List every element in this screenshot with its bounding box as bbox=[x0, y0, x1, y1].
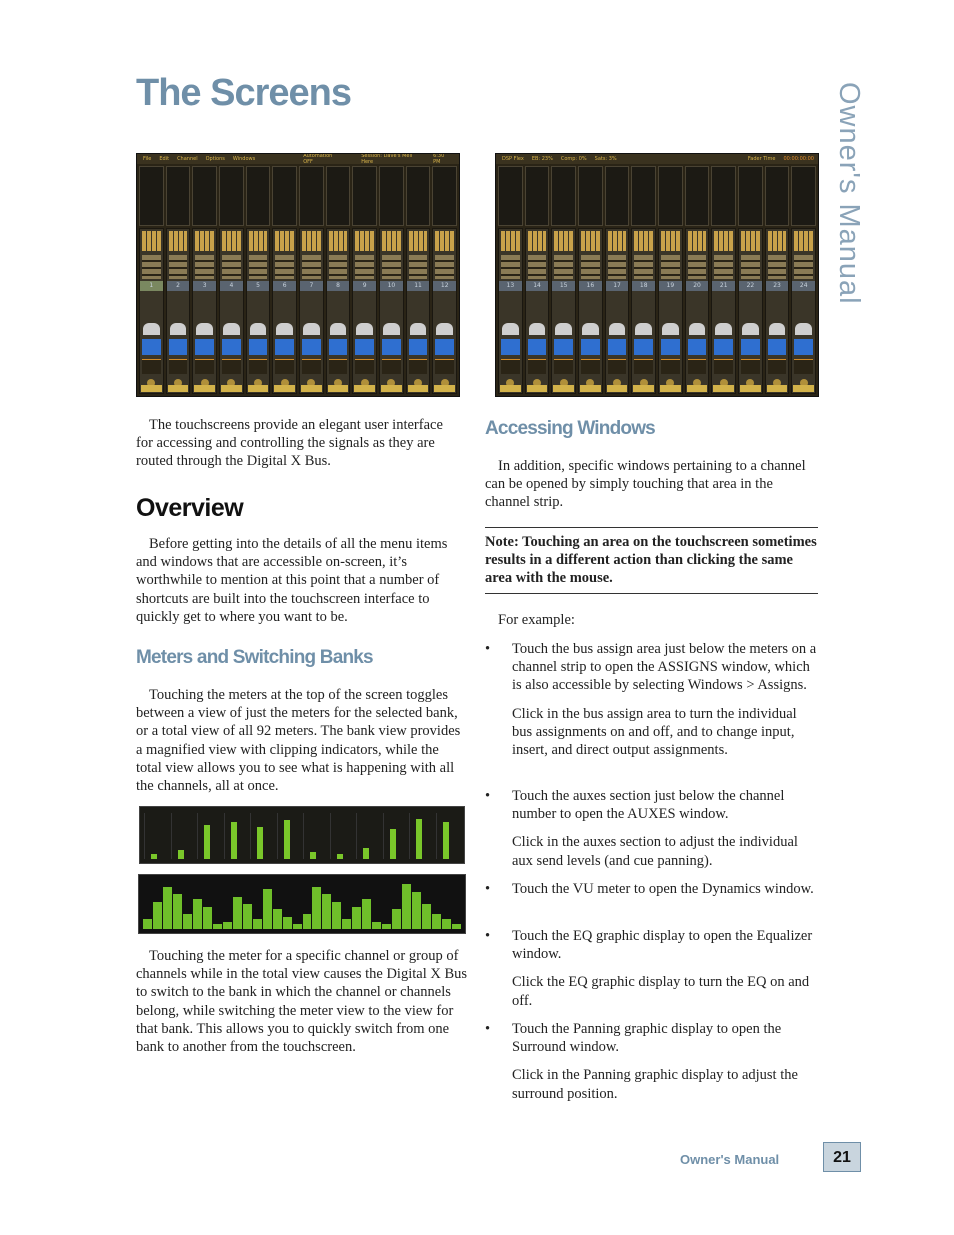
fader-time-label: Fader Time bbox=[747, 156, 776, 162]
meters-paragraph-2: Touching the meter for a specific channel or group of channels while in the total view causes the Digital X Bus to switch to the bank in which the channel or channels belong, while switching the meter view to the view for that bank. This allows you to quickly switch from one bank to another from the touchscreen. bbox=[136, 948, 468, 1056]
channel-strip bbox=[551, 228, 576, 394]
channel-number: 16 bbox=[579, 281, 602, 291]
comp-percent: Comp: 0% bbox=[560, 156, 587, 162]
intro-paragraph: The touchscreens provide an elegant user interface for accessing and controlling the signals as they are routed through the Digital X Bus. bbox=[136, 417, 443, 470]
bullet-item bbox=[485, 1020, 820, 1103]
console-menubar bbox=[137, 154, 459, 164]
channel-strip bbox=[765, 228, 790, 394]
touch-note: Note: Touching an area on the touchscreen sometimes results in a different action than clicking the same area with the mouse. bbox=[485, 527, 818, 594]
bullet-text: Touch the bus assign area just below the meters on a channel strip to open the ASSIGNS window, which is also accessible by selecting Windows > Assigns. bbox=[512, 641, 817, 694]
channel-number: 13 bbox=[499, 281, 522, 291]
side-label-text: Owner's Manual bbox=[833, 82, 865, 305]
console-screenshot-left bbox=[136, 153, 460, 397]
channel-strip bbox=[139, 228, 164, 394]
channel-strip bbox=[379, 228, 404, 394]
total-meter-view bbox=[138, 874, 466, 934]
channel-number: 6 bbox=[273, 281, 296, 291]
channel-number: 12 bbox=[433, 281, 456, 291]
side-label bbox=[835, 82, 865, 312]
channel-strip bbox=[352, 228, 377, 394]
channel-strip bbox=[738, 228, 763, 394]
bank-meter-view bbox=[139, 806, 465, 864]
channel-strip bbox=[406, 228, 431, 394]
accessing-heading: Accessing Windows bbox=[485, 418, 655, 439]
channel-number: 18 bbox=[632, 281, 655, 291]
bullet-text: Touch the VU meter to open the Dynamics window. bbox=[512, 881, 814, 897]
bullet-subtext: Click the EQ graphic display to turn the EQ on and off. bbox=[512, 974, 810, 1009]
channel-number: 7 bbox=[300, 281, 323, 291]
channel-number: 15 bbox=[552, 281, 575, 291]
channel-strip bbox=[658, 228, 683, 394]
page-number: 21 bbox=[823, 1142, 861, 1172]
example-label: For example: bbox=[498, 612, 575, 628]
channel-number: 21 bbox=[712, 281, 735, 291]
channel-number: 11 bbox=[407, 281, 430, 291]
channel-number: 14 bbox=[526, 281, 549, 291]
bullet-item bbox=[485, 787, 820, 870]
channel-number: 3 bbox=[193, 281, 216, 291]
footer-label: Owner's Manual bbox=[680, 1152, 780, 1167]
channel-strip bbox=[525, 228, 550, 394]
channel-strip bbox=[432, 228, 457, 394]
clock: 6:30 PM bbox=[433, 153, 445, 165]
channel-number: 1 bbox=[140, 281, 163, 291]
channel-number: 5 bbox=[247, 281, 270, 291]
bullet-dot: • bbox=[485, 641, 491, 657]
bullet-dot: • bbox=[485, 928, 491, 944]
channel-number: 19 bbox=[659, 281, 682, 291]
bullet-dot: • bbox=[485, 1021, 491, 1037]
channel-number: 20 bbox=[686, 281, 709, 291]
accessing-paragraph: In addition, specific windows pertaining to a channel can be opened by simply touching that area in the channel strip. bbox=[485, 458, 806, 511]
dsp-flex-label: DSP Flex bbox=[502, 156, 524, 162]
channel-strip bbox=[166, 228, 191, 394]
channel-strip bbox=[791, 228, 816, 394]
channel-strip bbox=[578, 228, 603, 394]
channel-strip bbox=[631, 228, 656, 394]
meter-bank bbox=[139, 166, 457, 226]
menu-file: File bbox=[143, 156, 152, 162]
bullet-text: Touch the EQ graphic display to open the Equalizer window. bbox=[512, 928, 813, 963]
bullet-item bbox=[485, 927, 820, 1010]
overview-paragraph: Before getting into the details of all the menu items and windows that are accessible on-screen, it’s worthwhile to mention at this point that a number of shortcuts are built into the touchscreen interface to quickly get to where you want to be. bbox=[136, 536, 448, 625]
channel-strip bbox=[711, 228, 736, 394]
bullet-text: Touch the auxes section just below the channel number to open the AUXES window. bbox=[512, 788, 785, 823]
channel-number: 24 bbox=[792, 281, 815, 291]
bullet-item bbox=[485, 640, 820, 759]
menu-windows: Windows bbox=[232, 156, 256, 162]
channel-number: 2 bbox=[167, 281, 190, 291]
sats-percent: Sats: 3% bbox=[594, 156, 617, 162]
channel-number: 22 bbox=[739, 281, 762, 291]
bullet-subtext: Click in the bus assign area to turn the individual bus assignments on and off, and to change input, insert, and direct output assignments. bbox=[512, 705, 797, 759]
channel-strip bbox=[246, 228, 271, 394]
console-screenshot-right bbox=[495, 153, 819, 397]
channel-strip bbox=[219, 228, 244, 394]
automation-status: Automation OFF bbox=[303, 153, 333, 165]
menu-channel: Channel bbox=[177, 156, 198, 162]
channel-strip bbox=[605, 228, 630, 394]
channel-number: 4 bbox=[220, 281, 243, 291]
page-title: The Screens bbox=[136, 72, 351, 114]
channel-strip bbox=[498, 228, 523, 394]
channel-strip bbox=[299, 228, 324, 394]
channel-number: 17 bbox=[606, 281, 629, 291]
channel-number: 23 bbox=[766, 281, 789, 291]
bullet-dot: • bbox=[485, 881, 491, 897]
overview-heading: Overview bbox=[136, 494, 244, 522]
channel-number: 8 bbox=[327, 281, 350, 291]
channel-strips bbox=[498, 228, 816, 394]
bullet-subtext: Click in the Panning graphic display to adjust the surround position. bbox=[512, 1067, 798, 1102]
menu-edit: Edit bbox=[159, 156, 170, 162]
timecode: 00:00:00:00 bbox=[783, 156, 814, 162]
bullet-text: Touch the Panning graphic display to open the Surround window. bbox=[512, 1021, 782, 1056]
meter-bank bbox=[498, 166, 816, 226]
channel-strip bbox=[326, 228, 351, 394]
channel-number: 9 bbox=[353, 281, 376, 291]
bullet-dot: • bbox=[485, 788, 491, 804]
channel-strip bbox=[685, 228, 710, 394]
session-name: Session: Dave's Mell Here bbox=[361, 153, 413, 165]
channel-strip bbox=[192, 228, 217, 394]
menu-options: Options bbox=[205, 156, 225, 162]
channel-number: 10 bbox=[380, 281, 403, 291]
meters-paragraph-1: Touching the meters at the top of the screen toggles between a view of just the meters for the selected bank, or a total view of all 92 meters. The bank view provides a magnified view with clipping indicators, while the total view allows you to see what is happening with all the channels, all at once. bbox=[136, 687, 461, 795]
bullet-subtext: Click in the auxes section to adjust the individual aux send levels (and cue panning). bbox=[512, 834, 798, 869]
bullet-item bbox=[485, 880, 820, 898]
channel-strip bbox=[272, 228, 297, 394]
channel-strips bbox=[139, 228, 457, 394]
console-menubar bbox=[496, 154, 818, 164]
meters-heading: Meters and Switching Banks bbox=[136, 647, 373, 668]
eb-percent: EB: 23% bbox=[531, 156, 553, 162]
